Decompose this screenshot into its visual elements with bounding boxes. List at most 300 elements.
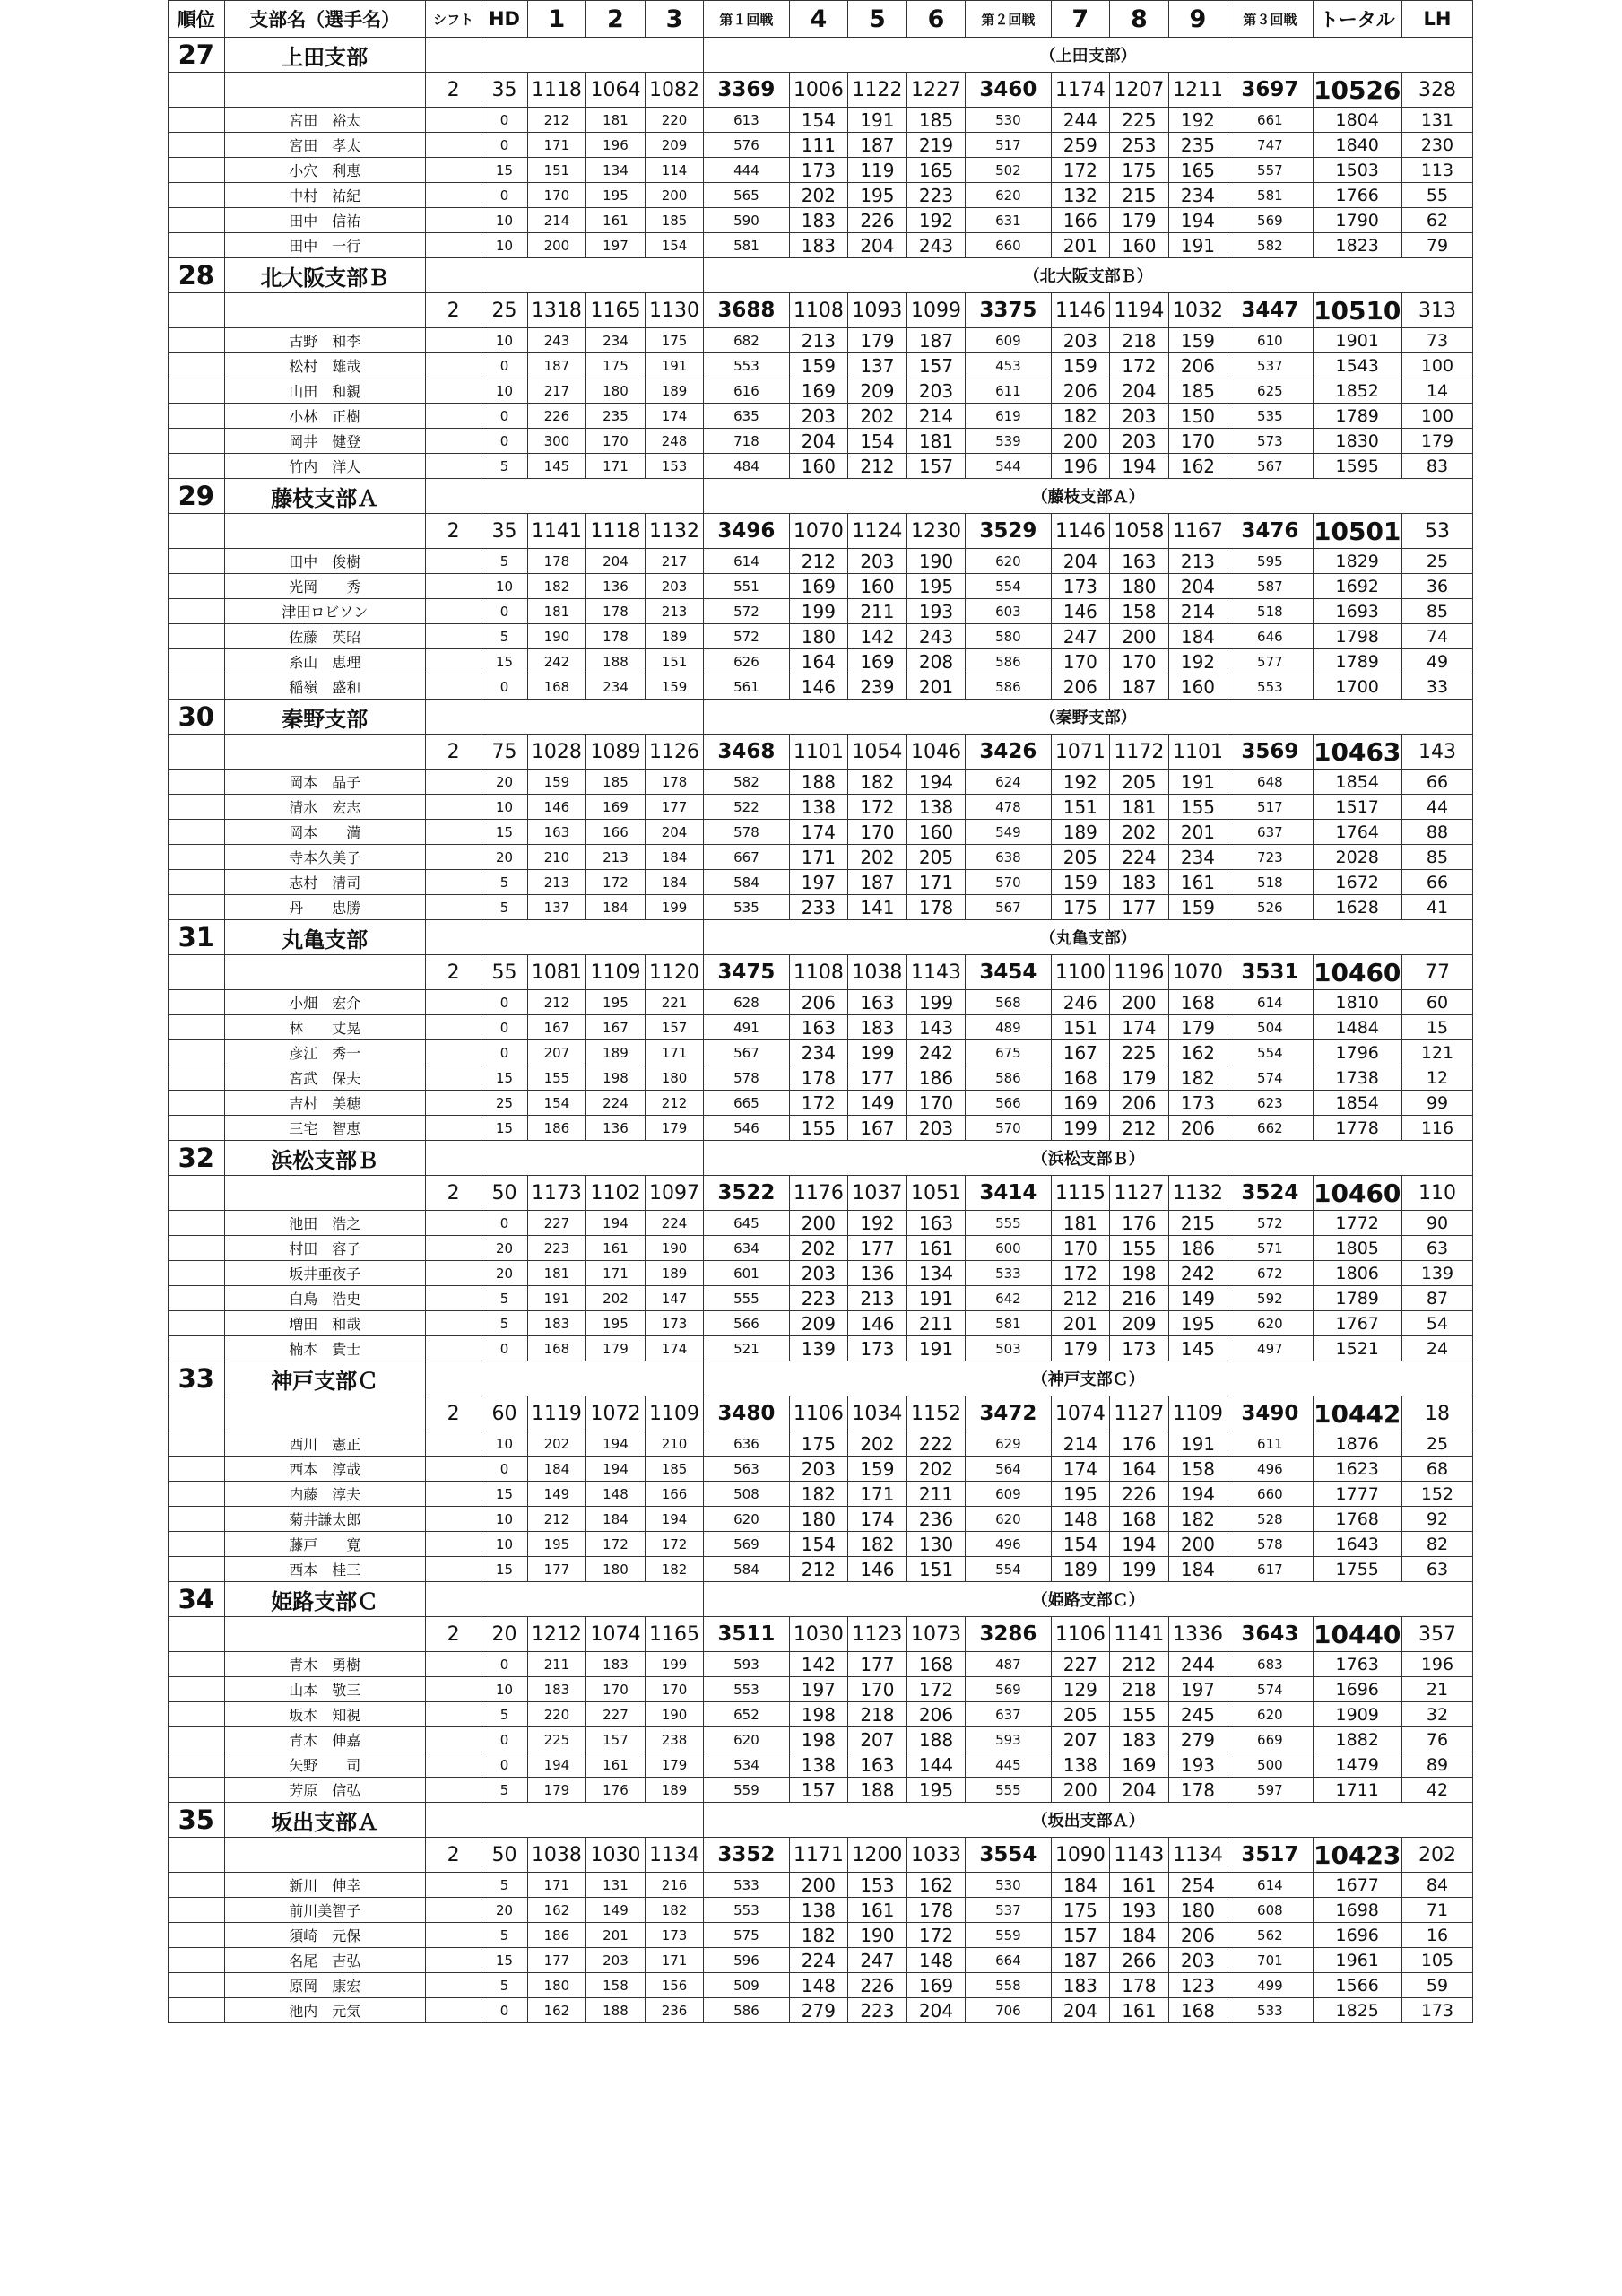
player-round-subtotal: 535 bbox=[1227, 404, 1313, 429]
player-lh: 139 bbox=[1401, 1261, 1472, 1286]
player-name: 古野 和李 bbox=[224, 328, 425, 353]
team-total-cell: 2 bbox=[425, 1838, 481, 1873]
player-score-cell: 155 bbox=[789, 1116, 848, 1141]
team-total-cell: 1194 bbox=[1110, 293, 1169, 328]
col-shift: シフト bbox=[425, 1, 481, 38]
player-total: 1825 bbox=[1313, 1998, 1401, 2023]
team-total-cell: 1109 bbox=[1168, 1396, 1227, 1431]
player-round-subtotal: 559 bbox=[966, 1923, 1051, 1948]
team-rank: 31 bbox=[169, 920, 225, 955]
player-score-cell: 187 bbox=[527, 353, 586, 378]
player-total: 1789 bbox=[1313, 1286, 1401, 1311]
col-round-1: 第１回戦 bbox=[704, 1, 789, 38]
player-score-cell: 190 bbox=[645, 1236, 704, 1261]
player-score-cell: 199 bbox=[645, 1652, 704, 1677]
player-round-subtotal: 564 bbox=[966, 1457, 1051, 1482]
player-score-cell: 203 bbox=[1110, 429, 1169, 454]
player-score-cell: 200 bbox=[1051, 1778, 1110, 1803]
player-score-cell: 194 bbox=[1168, 208, 1227, 233]
team-code: （神戸支部Ｃ） bbox=[704, 1361, 1473, 1396]
player-score-cell: 162 bbox=[1168, 454, 1227, 479]
player-row bbox=[169, 208, 1473, 233]
player-score-cell: 145 bbox=[1168, 1336, 1227, 1361]
player-round-subtotal: 581 bbox=[1227, 183, 1313, 208]
player-row bbox=[169, 1236, 1473, 1261]
team-header-row bbox=[169, 1361, 1473, 1396]
player-round-subtotal: 571 bbox=[1227, 1236, 1313, 1261]
team-total-cell: 3414 bbox=[966, 1176, 1051, 1211]
team-total-cell: 1141 bbox=[1110, 1617, 1169, 1652]
player-round-subtotal: 444 bbox=[704, 158, 789, 183]
player-score-cell: 163 bbox=[848, 1752, 907, 1778]
team-total-cell: 2 bbox=[425, 1617, 481, 1652]
player-round-subtotal: 453 bbox=[966, 353, 1051, 378]
player-score-cell: 300 bbox=[527, 429, 586, 454]
player-hd-cell: 0 bbox=[481, 1040, 527, 1065]
player-round-subtotal: 491 bbox=[704, 1015, 789, 1040]
player-score-cell: 204 bbox=[1051, 549, 1110, 574]
player-score-cell: 179 bbox=[848, 328, 907, 353]
team-total-cell: 1108 bbox=[789, 293, 848, 328]
player-round-subtotal: 496 bbox=[1227, 1457, 1313, 1482]
player-score-cell: 157 bbox=[645, 1015, 704, 1040]
team-total-rank-spacer bbox=[169, 73, 225, 108]
player-score-cell: 195 bbox=[1051, 1482, 1110, 1507]
player-score-cell: 207 bbox=[848, 1727, 907, 1752]
team-total-cell: 10460 bbox=[1313, 955, 1401, 990]
team-total-cell: 75 bbox=[481, 735, 527, 770]
player-score-cell: 225 bbox=[1110, 108, 1169, 133]
col-lh: LH bbox=[1401, 1, 1472, 38]
player-score-cell: 168 bbox=[1168, 1998, 1227, 2023]
player-lh: 84 bbox=[1401, 1873, 1472, 1898]
player-score-cell: 202 bbox=[906, 1457, 966, 1482]
player-name: 稲嶺 盛和 bbox=[224, 674, 425, 700]
player-shift-cell bbox=[425, 1532, 481, 1557]
player-total: 1763 bbox=[1313, 1652, 1401, 1677]
team-rank: 33 bbox=[169, 1361, 225, 1396]
player-total: 1503 bbox=[1313, 158, 1401, 183]
player-score-cell: 171 bbox=[527, 133, 586, 158]
player-score-cell: 206 bbox=[1051, 378, 1110, 404]
player-score-cell: 234 bbox=[1168, 183, 1227, 208]
player-score-cell: 154 bbox=[848, 429, 907, 454]
player-total: 1772 bbox=[1313, 1211, 1401, 1236]
player-score-cell: 242 bbox=[1168, 1261, 1227, 1286]
player-total: 1738 bbox=[1313, 1065, 1401, 1091]
player-shift-cell bbox=[425, 1116, 481, 1141]
player-round-subtotal: 614 bbox=[1227, 990, 1313, 1015]
player-shift-cell bbox=[425, 845, 481, 870]
player-score-cell: 211 bbox=[906, 1311, 966, 1336]
player-score-cell: 203 bbox=[789, 404, 848, 429]
player-name: 藤戸 寛 bbox=[224, 1532, 425, 1557]
team-total-cell: 1089 bbox=[586, 735, 646, 770]
player-score-cell: 188 bbox=[789, 770, 848, 795]
player-rank-spacer bbox=[169, 820, 225, 845]
player-score-cell: 136 bbox=[586, 574, 646, 599]
player-lh: 131 bbox=[1401, 108, 1472, 133]
player-score-cell: 208 bbox=[906, 649, 966, 674]
player-lh: 173 bbox=[1401, 1998, 1472, 2023]
player-score-cell: 177 bbox=[527, 1948, 586, 1973]
player-score-cell: 162 bbox=[906, 1873, 966, 1898]
player-shift-cell bbox=[425, 404, 481, 429]
player-score-cell: 161 bbox=[906, 1236, 966, 1261]
player-round-subtotal: 572 bbox=[704, 599, 789, 624]
team-total-row bbox=[169, 1396, 1473, 1431]
col-team-name: 支部名（選手名） bbox=[224, 1, 425, 38]
player-score-cell: 163 bbox=[906, 1211, 966, 1236]
team-total-rank-spacer bbox=[169, 1396, 225, 1431]
player-score-cell: 225 bbox=[527, 1727, 586, 1752]
player-score-cell: 184 bbox=[586, 895, 646, 920]
player-score-cell: 171 bbox=[645, 1948, 704, 1973]
player-score-cell: 138 bbox=[906, 795, 966, 820]
player-rank-spacer bbox=[169, 1778, 225, 1803]
team-header-row bbox=[169, 1141, 1473, 1176]
player-score-cell: 145 bbox=[527, 454, 586, 479]
team-total-cell: 3496 bbox=[704, 514, 789, 549]
player-round-subtotal: 555 bbox=[966, 1211, 1051, 1236]
player-score-cell: 171 bbox=[789, 845, 848, 870]
player-rank-spacer bbox=[169, 895, 225, 920]
player-score-cell: 146 bbox=[848, 1557, 907, 1582]
player-score-cell: 153 bbox=[848, 1873, 907, 1898]
team-name: 秦野支部 bbox=[224, 700, 425, 735]
player-score-cell: 177 bbox=[848, 1065, 907, 1091]
player-score-cell: 211 bbox=[527, 1652, 586, 1677]
player-score-cell: 189 bbox=[645, 1778, 704, 1803]
player-score-cell: 216 bbox=[1110, 1286, 1169, 1311]
player-score-cell: 148 bbox=[789, 1973, 848, 1998]
player-lh: 89 bbox=[1401, 1752, 1472, 1778]
player-total: 1672 bbox=[1313, 870, 1401, 895]
player-round-subtotal: 582 bbox=[1227, 233, 1313, 258]
player-name: 池内 元気 bbox=[224, 1998, 425, 2023]
player-score-cell: 209 bbox=[848, 378, 907, 404]
player-name: 名尾 吉弘 bbox=[224, 1948, 425, 1973]
player-total: 1623 bbox=[1313, 1457, 1401, 1482]
player-score-cell: 151 bbox=[1051, 795, 1110, 820]
player-score-cell: 170 bbox=[848, 1677, 907, 1702]
player-name: 彦江 秀一 bbox=[224, 1040, 425, 1065]
results-table bbox=[168, 0, 1473, 2023]
team-total-cell: 3286 bbox=[966, 1617, 1051, 1652]
player-score-cell: 202 bbox=[848, 845, 907, 870]
player-score-cell: 159 bbox=[1168, 328, 1227, 353]
player-hd-cell: 5 bbox=[481, 454, 527, 479]
player-score-cell: 236 bbox=[906, 1507, 966, 1532]
player-score-cell: 161 bbox=[1110, 1873, 1169, 1898]
player-score-cell: 234 bbox=[586, 328, 646, 353]
team-total-cell: 1100 bbox=[1051, 955, 1110, 990]
team-total-row bbox=[169, 1838, 1473, 1873]
player-score-cell: 196 bbox=[586, 133, 646, 158]
player-lh: 25 bbox=[1401, 1431, 1472, 1457]
player-name: 田中 一行 bbox=[224, 233, 425, 258]
player-score-cell: 144 bbox=[906, 1752, 966, 1778]
player-rank-spacer bbox=[169, 549, 225, 574]
player-lh: 82 bbox=[1401, 1532, 1472, 1557]
player-hd-cell: 10 bbox=[481, 574, 527, 599]
player-round-subtotal: 620 bbox=[1227, 1311, 1313, 1336]
player-score-cell: 162 bbox=[527, 1998, 586, 2023]
col-rank: 順位 bbox=[169, 1, 225, 38]
player-score-cell: 204 bbox=[586, 549, 646, 574]
player-score-cell: 210 bbox=[527, 845, 586, 870]
team-total-cell: 50 bbox=[481, 1176, 527, 1211]
player-row bbox=[169, 1286, 1473, 1311]
player-score-cell: 146 bbox=[1051, 599, 1110, 624]
player-score-cell: 201 bbox=[1168, 820, 1227, 845]
player-name: 芳原 信弘 bbox=[224, 1778, 425, 1803]
player-total: 1755 bbox=[1313, 1557, 1401, 1582]
col-game-9: 9 bbox=[1168, 1, 1227, 38]
player-score-cell: 197 bbox=[789, 1677, 848, 1702]
team-total-cell: 2 bbox=[425, 735, 481, 770]
team-rank: 27 bbox=[169, 38, 225, 73]
player-row bbox=[169, 353, 1473, 378]
player-shift-cell bbox=[425, 990, 481, 1015]
player-rank-spacer bbox=[169, 208, 225, 233]
team-total-cell: 1074 bbox=[586, 1617, 646, 1652]
player-score-cell: 200 bbox=[789, 1873, 848, 1898]
player-score-cell: 175 bbox=[645, 328, 704, 353]
player-round-subtotal: 706 bbox=[966, 1998, 1051, 2023]
player-shift-cell bbox=[425, 1727, 481, 1752]
player-rank-spacer bbox=[169, 1040, 225, 1065]
player-round-subtotal: 584 bbox=[704, 870, 789, 895]
player-round-subtotal: 554 bbox=[966, 574, 1051, 599]
player-hd-cell: 5 bbox=[481, 1311, 527, 1336]
player-score-cell: 185 bbox=[586, 770, 646, 795]
player-shift-cell bbox=[425, 454, 481, 479]
player-round-subtotal: 620 bbox=[704, 1727, 789, 1752]
player-score-cell: 203 bbox=[906, 1116, 966, 1141]
team-total-cell: 10463 bbox=[1313, 735, 1401, 770]
player-lh: 12 bbox=[1401, 1065, 1472, 1091]
player-name: 松村 雄哉 bbox=[224, 353, 425, 378]
player-total: 1628 bbox=[1313, 895, 1401, 920]
player-total: 1711 bbox=[1313, 1778, 1401, 1803]
player-round-subtotal: 718 bbox=[704, 429, 789, 454]
player-rank-spacer bbox=[169, 1973, 225, 1998]
player-round-subtotal: 544 bbox=[966, 454, 1051, 479]
team-total-cell: 3554 bbox=[966, 1838, 1051, 1873]
player-score-cell: 179 bbox=[1051, 1336, 1110, 1361]
player-row bbox=[169, 895, 1473, 920]
team-total-cell: 1097 bbox=[645, 1176, 704, 1211]
player-rank-spacer bbox=[169, 1727, 225, 1752]
player-score-cell: 191 bbox=[906, 1286, 966, 1311]
team-code: （姫路支部Ｃ） bbox=[704, 1582, 1473, 1617]
player-name: 西本 桂三 bbox=[224, 1557, 425, 1582]
player-hd-cell: 15 bbox=[481, 1065, 527, 1091]
player-shift-cell bbox=[425, 1091, 481, 1116]
player-score-cell: 201 bbox=[1051, 233, 1110, 258]
player-score-cell: 179 bbox=[527, 1778, 586, 1803]
player-score-cell: 164 bbox=[789, 649, 848, 674]
player-score-cell: 247 bbox=[848, 1948, 907, 1973]
player-score-cell: 158 bbox=[586, 1973, 646, 1998]
team-total-cell: 1318 bbox=[527, 293, 586, 328]
team-header-spacer bbox=[425, 38, 703, 73]
col-round-2: 第２回戦 bbox=[966, 1, 1051, 38]
team-total-rank-spacer bbox=[169, 1176, 225, 1211]
player-lh: 41 bbox=[1401, 895, 1472, 920]
team-total-cell: 1211 bbox=[1168, 73, 1227, 108]
player-round-subtotal: 578 bbox=[704, 1065, 789, 1091]
player-shift-cell bbox=[425, 1040, 481, 1065]
player-score-cell: 212 bbox=[848, 454, 907, 479]
player-score-cell: 185 bbox=[1168, 378, 1227, 404]
player-round-subtotal: 546 bbox=[704, 1116, 789, 1141]
player-total: 1543 bbox=[1313, 353, 1401, 378]
player-score-cell: 195 bbox=[586, 183, 646, 208]
player-round-subtotal: 600 bbox=[966, 1236, 1051, 1261]
player-score-cell: 172 bbox=[586, 1532, 646, 1557]
player-name: 岡本 満 bbox=[224, 820, 425, 845]
player-score-cell: 204 bbox=[848, 233, 907, 258]
player-round-subtotal: 533 bbox=[966, 1261, 1051, 1286]
team-total-cell: 2 bbox=[425, 955, 481, 990]
player-name: 須崎 元保 bbox=[224, 1923, 425, 1948]
player-round-subtotal: 569 bbox=[704, 1532, 789, 1557]
player-score-cell: 161 bbox=[848, 1898, 907, 1923]
player-round-subtotal: 565 bbox=[704, 183, 789, 208]
team-total-cell: 1074 bbox=[1051, 1396, 1110, 1431]
player-name: 新川 伸幸 bbox=[224, 1873, 425, 1898]
team-total-cell: 1046 bbox=[906, 735, 966, 770]
team-code: （丸亀支部） bbox=[704, 920, 1473, 955]
col-total: トータル bbox=[1313, 1, 1401, 38]
player-score-cell: 186 bbox=[1168, 1236, 1227, 1261]
player-rank-spacer bbox=[169, 674, 225, 700]
player-score-cell: 151 bbox=[906, 1557, 966, 1582]
team-total-cell: 1038 bbox=[527, 1838, 586, 1873]
player-score-cell: 184 bbox=[645, 845, 704, 870]
player-score-cell: 193 bbox=[1110, 1898, 1169, 1923]
player-round-subtotal: 578 bbox=[704, 820, 789, 845]
player-row bbox=[169, 158, 1473, 183]
player-round-subtotal: 637 bbox=[1227, 820, 1313, 845]
player-row bbox=[169, 1948, 1473, 1973]
player-score-cell: 172 bbox=[1110, 353, 1169, 378]
player-score-cell: 204 bbox=[1110, 1778, 1169, 1803]
player-score-cell: 191 bbox=[848, 108, 907, 133]
player-score-cell: 186 bbox=[527, 1116, 586, 1141]
player-score-cell: 178 bbox=[586, 624, 646, 649]
team-total-cell: 1081 bbox=[527, 955, 586, 990]
player-round-subtotal: 672 bbox=[1227, 1261, 1313, 1286]
player-score-cell: 182 bbox=[848, 1532, 907, 1557]
player-score-cell: 193 bbox=[906, 599, 966, 624]
player-row bbox=[169, 574, 1473, 599]
team-total-cell: 1152 bbox=[906, 1396, 966, 1431]
player-score-cell: 180 bbox=[527, 1973, 586, 1998]
team-total-name-spacer bbox=[224, 1176, 425, 1211]
team-total-cell: 3472 bbox=[966, 1396, 1051, 1431]
player-hd-cell: 10 bbox=[481, 1677, 527, 1702]
player-hd-cell: 15 bbox=[481, 649, 527, 674]
player-score-cell: 238 bbox=[645, 1727, 704, 1752]
player-round-subtotal: 502 bbox=[966, 158, 1051, 183]
player-score-cell: 206 bbox=[1110, 1091, 1169, 1116]
player-round-subtotal: 629 bbox=[966, 1431, 1051, 1457]
player-shift-cell bbox=[425, 1873, 481, 1898]
player-hd-cell: 15 bbox=[481, 1557, 527, 1582]
player-round-subtotal: 500 bbox=[1227, 1752, 1313, 1778]
player-name: 村田 容子 bbox=[224, 1236, 425, 1261]
team-header-row bbox=[169, 258, 1473, 293]
player-score-cell: 212 bbox=[645, 1091, 704, 1116]
team-total-cell: 1167 bbox=[1168, 514, 1227, 549]
player-score-cell: 195 bbox=[906, 574, 966, 599]
player-round-subtotal: 535 bbox=[704, 895, 789, 920]
player-score-cell: 175 bbox=[789, 1431, 848, 1457]
player-total: 1521 bbox=[1313, 1336, 1401, 1361]
player-score-cell: 242 bbox=[527, 649, 586, 674]
player-score-cell: 172 bbox=[1051, 1261, 1110, 1286]
player-lh: 88 bbox=[1401, 820, 1472, 845]
player-round-subtotal: 517 bbox=[1227, 795, 1313, 820]
player-round-subtotal: 522 bbox=[704, 795, 789, 820]
player-rank-spacer bbox=[169, 574, 225, 599]
player-score-cell: 142 bbox=[789, 1652, 848, 1677]
player-score-cell: 155 bbox=[527, 1065, 586, 1091]
player-hd-cell: 0 bbox=[481, 674, 527, 700]
player-score-cell: 182 bbox=[789, 1482, 848, 1507]
player-score-cell: 220 bbox=[645, 108, 704, 133]
player-score-cell: 212 bbox=[527, 1507, 586, 1532]
player-hd-cell: 5 bbox=[481, 895, 527, 920]
player-score-cell: 160 bbox=[1168, 674, 1227, 700]
player-score-cell: 205 bbox=[1051, 845, 1110, 870]
player-hd-cell: 0 bbox=[481, 353, 527, 378]
player-total: 1854 bbox=[1313, 1091, 1401, 1116]
player-total: 1677 bbox=[1313, 1873, 1401, 1898]
player-shift-cell bbox=[425, 208, 481, 233]
player-score-cell: 212 bbox=[527, 108, 586, 133]
team-total-cell: 10460 bbox=[1313, 1176, 1401, 1211]
player-score-cell: 189 bbox=[645, 1261, 704, 1286]
player-score-cell: 174 bbox=[1110, 1015, 1169, 1040]
player-round-subtotal: 587 bbox=[1227, 574, 1313, 599]
player-round-subtotal: 638 bbox=[966, 845, 1051, 870]
player-total: 1479 bbox=[1313, 1752, 1401, 1778]
player-score-cell: 154 bbox=[645, 233, 704, 258]
player-round-subtotal: 636 bbox=[704, 1431, 789, 1457]
player-score-cell: 178 bbox=[1168, 1778, 1227, 1803]
team-rank: 28 bbox=[169, 258, 225, 293]
player-score-cell: 214 bbox=[1051, 1431, 1110, 1457]
team-code: （上田支部） bbox=[704, 38, 1473, 73]
player-score-cell: 192 bbox=[1168, 649, 1227, 674]
player-score-cell: 180 bbox=[586, 1557, 646, 1582]
player-round-subtotal: 517 bbox=[966, 133, 1051, 158]
player-score-cell: 197 bbox=[586, 233, 646, 258]
player-score-cell: 170 bbox=[1168, 429, 1227, 454]
player-lh: 49 bbox=[1401, 649, 1472, 674]
player-round-subtotal: 539 bbox=[966, 429, 1051, 454]
player-row bbox=[169, 454, 1473, 479]
player-score-cell: 163 bbox=[527, 820, 586, 845]
team-total-cell: 10526 bbox=[1313, 73, 1401, 108]
team-total-cell: 1132 bbox=[1168, 1176, 1227, 1211]
player-round-subtotal: 530 bbox=[966, 108, 1051, 133]
player-round-subtotal: 620 bbox=[966, 1507, 1051, 1532]
